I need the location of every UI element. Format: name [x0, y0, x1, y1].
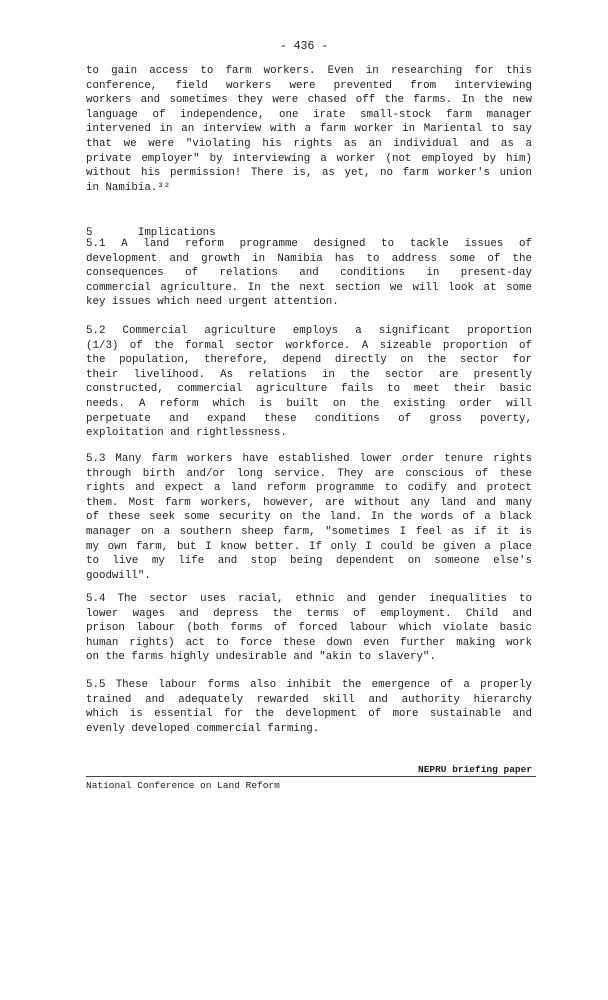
paragraph-5-3: [86, 452, 532, 583]
text-line: their livelihood. As relations in the sector are presently: [86, 368, 532, 381]
paragraph-text: [86, 64, 532, 195]
text-line: (1/3) of the formal sector workforce. A sizeable proportion of: [86, 339, 532, 352]
text-line: in Namibia.³²: [86, 181, 171, 194]
text-line: 5.4 The sector uses racial, ethnic and gender inequalities to: [86, 593, 532, 605]
text-line: workers and sometimes they were chased off the farms. In the new: [86, 94, 532, 107]
opening-paragraph: [86, 64, 532, 195]
text-line: manager on a southern sheep farm, "sometimes I feel as if it is: [86, 525, 532, 538]
text-line: of these seek some security on the land. In the words of a black: [86, 511, 532, 524]
text-line: that we were "violating his rights as an individual and as a: [86, 137, 532, 150]
paragraph-5-2: [86, 324, 532, 441]
text-line: rights and expect a land reform programme to codify and protect: [86, 482, 532, 495]
footer-conference: National Conference on Land Reform: [86, 780, 280, 791]
text-line: key issues which need urgent attention.: [86, 296, 339, 309]
text-line: trained and adequately rewarded skill and authority hierarchy: [86, 693, 532, 706]
text-line: development and growth in Namibia has to address some of the: [86, 252, 532, 265]
text-line: intervened in an interview with a farm worker in Mariental to say: [86, 123, 532, 136]
text-line: my own farm, but I know better. If only I could be given a place: [86, 540, 532, 553]
text-line: which is essential for the development of more sustainable and: [86, 708, 532, 721]
text-line: commercial agriculture. In the next section we will look at some: [86, 281, 532, 294]
text-line: 5.3 Many farm workers have established lower order tenure rights: [86, 453, 532, 465]
text-line: consequences of relations and conditions in present-day: [86, 267, 532, 280]
text-line: them. Most farm workers, however, are without any land and many: [86, 496, 532, 509]
text-line: human rights) act to force these down even further making work: [86, 636, 532, 649]
page-number: - 436 -: [279, 40, 329, 53]
text-line: perpetuate and expand these conditions of gross poverty,: [86, 412, 532, 425]
text-line: 5.2 Commercial agriculture employs a significant proportion: [86, 325, 532, 337]
text-line: without his permission! There is, as yet, no farm worker's union: [86, 167, 532, 180]
text-line: evenly developed commercial farming.: [86, 722, 320, 735]
section-title: Implications: [137, 227, 216, 239]
text-line: through birth and/or long service. They are conscious of these: [86, 467, 532, 480]
paragraph-5-5: [86, 678, 532, 736]
text-line: 5.5 These labour forms also inhibit the emergence of a properly: [86, 679, 532, 691]
text-line: constructed, commercial agriculture fails to meet their basic: [86, 383, 532, 396]
footer-publication: NEPRU briefing paper: [418, 764, 533, 775]
section-number: 5: [86, 227, 93, 239]
text-line: to gain access to farm workers. Even in researching for this: [86, 65, 532, 77]
text-line: prison labour (both forms of forced labour which violate basic: [86, 622, 532, 635]
text-line: exploitation and rightlessness.: [86, 427, 287, 440]
text-line: goodwill".: [86, 569, 151, 582]
text-line: the population, therefore, depend directly on the sector for: [86, 354, 532, 367]
text-line: 5.1 A land reform programme designed to tackle issues of: [86, 238, 532, 250]
text-line: lower wages and depress the terms of employment. Child and: [86, 607, 532, 620]
text-line: private employer" by interviewing a worker (not employed by him): [86, 152, 532, 165]
text-line: language of independence, one irate small-stock farm manager: [86, 108, 532, 121]
text-line: conference, field workers were prevented from interviewing: [86, 79, 532, 92]
footer-divider: [86, 776, 536, 777]
text-line: to live my life and stop being dependent on someone else's: [86, 555, 532, 568]
paragraph-5-1: [86, 237, 532, 310]
paragraph-5-4: [86, 592, 532, 665]
text-line: on the farms highly undesirable and "akin to slavery".: [86, 651, 436, 664]
text-line: needs. A reform which is built on the existing order will: [86, 397, 532, 410]
